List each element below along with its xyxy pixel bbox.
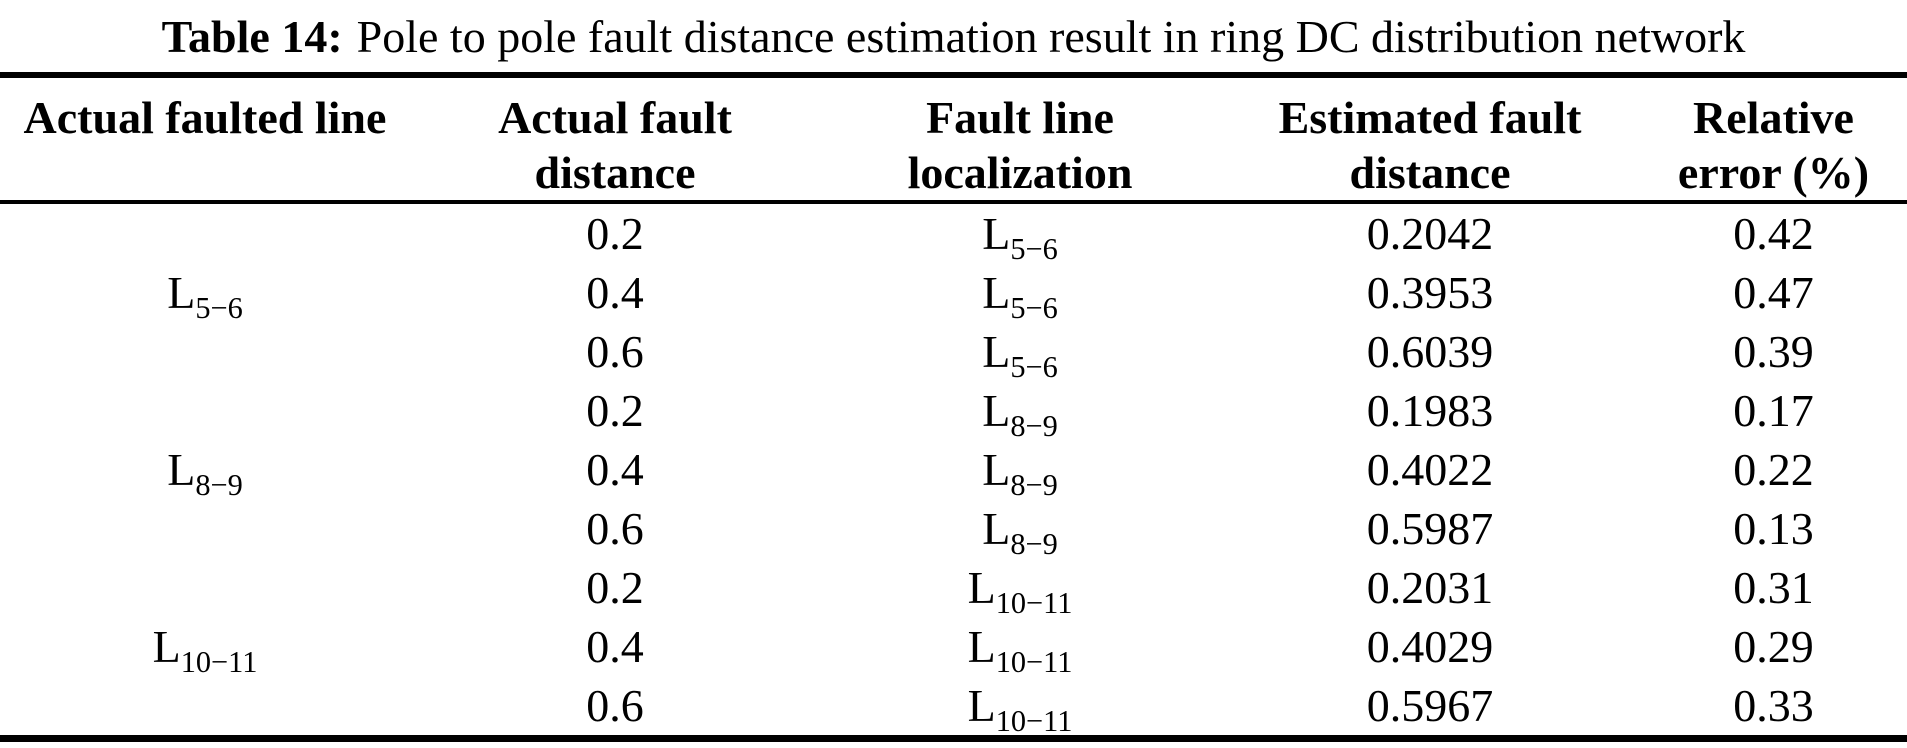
column-header-fault-line-localization: Fault line localization	[907, 92, 1133, 198]
cell-actual-fault-distance: 0.6	[586, 326, 644, 377]
cell-relative-error: 0.17	[1733, 385, 1814, 436]
cell-relative-error: 0.31	[1733, 562, 1814, 613]
cell-faulted-line-label: $L_{10-11}$	[152, 621, 258, 680]
header-row	[0, 75, 1907, 202]
table-caption	[0, 0, 1907, 72]
cell-actual-fault-distance: 0.4	[586, 444, 644, 495]
caption-text: Pole to pole fault distance estimation result in ring DC distribution network	[356, 10, 1746, 62]
cell-actual-fault-distance: 0.4	[586, 267, 644, 318]
cell-faulted-line-label: $L_{8-9}$	[167, 444, 243, 503]
cell-actual-fault-distance: 0.6	[586, 680, 644, 731]
cell-fault-line-localization: $L_{8-9}$	[982, 385, 1058, 444]
cell-fault-line-localization: $L_{5-6}$	[982, 208, 1058, 267]
caption-label: Table 14:	[161, 10, 343, 62]
cell-estimated-fault-distance: 0.4029	[1366, 621, 1494, 672]
table-row	[0, 558, 1907, 617]
cell-estimated-fault-distance: 0.4022	[1366, 444, 1494, 495]
table-header	[0, 75, 1907, 202]
cell-estimated-fault-distance: 0.3953	[1366, 267, 1494, 318]
cell-relative-error: 0.13	[1733, 503, 1814, 554]
cell-relative-error: 0.39	[1733, 326, 1814, 377]
column-header-relative-error: Relative error (%)	[1677, 92, 1870, 198]
cell-relative-error: 0.42	[1733, 208, 1814, 259]
cell-fault-line-localization: $L_{5-6}$	[982, 326, 1058, 385]
cell-actual-fault-distance: 0.2	[586, 385, 644, 436]
table-row	[0, 202, 1907, 263]
cell-fault-line-localization: $L_{8-9}$	[982, 503, 1058, 562]
cell-fault-line-localization: $L_{8-9}$	[982, 444, 1058, 503]
cell-estimated-fault-distance: 0.2042	[1366, 208, 1494, 259]
column-header-estimated-fault-distance: Estimated fault distance	[1278, 92, 1582, 198]
cell-actual-fault-distance: 0.4	[586, 621, 644, 672]
cell-estimated-fault-distance: 0.1983	[1366, 385, 1494, 436]
column-header-actual-fault-distance: Actual fault distance	[498, 92, 732, 198]
cell-actual-fault-distance: 0.2	[586, 208, 644, 259]
cell-relative-error: 0.29	[1733, 621, 1814, 672]
cell-estimated-fault-distance: 0.5987	[1366, 503, 1494, 554]
cell-relative-error: 0.22	[1733, 444, 1814, 495]
cell-actual-fault-distance: 0.2	[586, 562, 644, 613]
cell-estimated-fault-distance: 0.6039	[1366, 326, 1494, 377]
cell-faulted-line-label: $L_{5-6}$	[167, 267, 243, 326]
cell-fault-line-localization: $L_{10-11}$	[967, 562, 1073, 621]
cell-estimated-fault-distance: 0.5967	[1366, 680, 1494, 731]
cell-fault-line-localization: $L_{10-11}$	[967, 680, 1073, 739]
cell-fault-line-localization: $L_{10-11}$	[967, 621, 1073, 680]
cell-actual-fault-distance: 0.6	[586, 503, 644, 554]
column-header-actual-faulted-line: Actual faulted line	[23, 92, 387, 143]
table-row	[0, 381, 1907, 440]
cell-fault-line-localization: $L_{5-6}$	[982, 267, 1058, 326]
cell-relative-error: 0.33	[1733, 680, 1814, 731]
results-table	[0, 72, 1907, 742]
cell-estimated-fault-distance: 0.2031	[1366, 562, 1494, 613]
table-body	[0, 202, 1907, 739]
cell-relative-error: 0.47	[1733, 267, 1814, 318]
